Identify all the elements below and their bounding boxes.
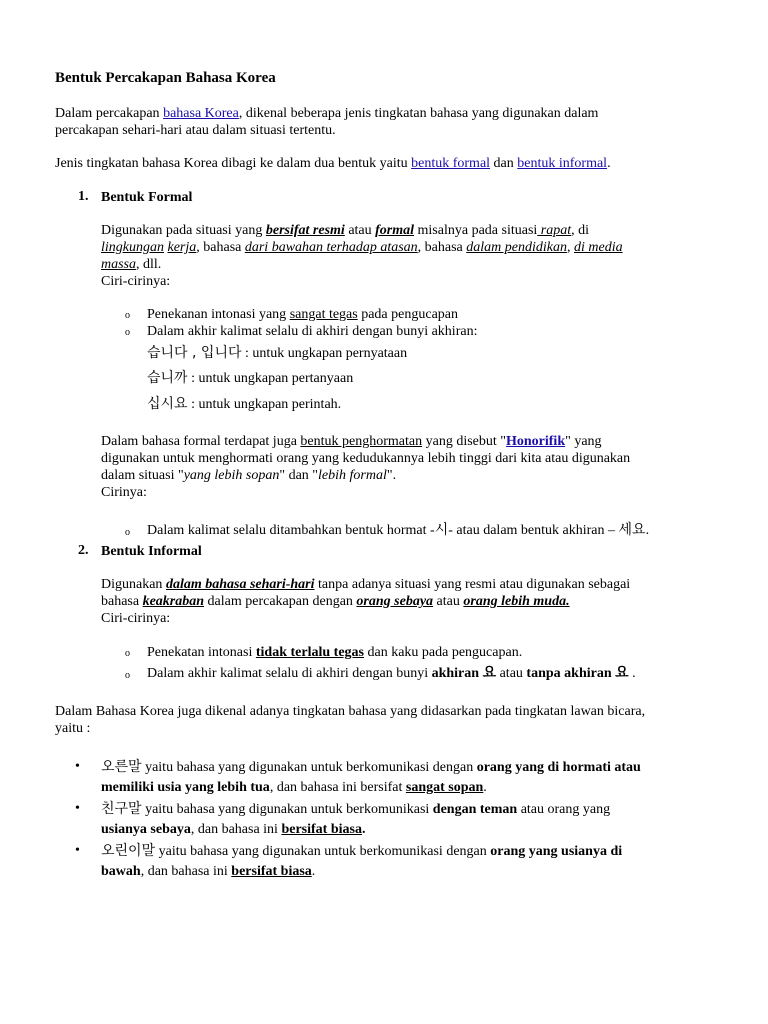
- text: atau: [433, 594, 464, 609]
- korean-text: 요: [482, 665, 497, 681]
- formal-line-3: [101, 256, 161, 273]
- text: Penekatan intonasi: [147, 645, 256, 660]
- emphasis: dalam pendidikan: [466, 240, 567, 255]
- emphasis: massa: [101, 257, 137, 272]
- emphasis: orang lebih muda.: [463, 594, 570, 609]
- korean-text: 세요: [618, 522, 646, 538]
- bullet-dot: •: [75, 801, 80, 816]
- circle-bullet: o: [125, 310, 130, 321]
- korean-text: 습니다 , 입니다: [147, 345, 242, 361]
- intro-line-2: percakapan sehari-hari atau dalam situasi tertentu.: [55, 123, 336, 138]
- text: : untuk ungkapan perintah.: [187, 397, 342, 412]
- text: atau orang yang: [517, 802, 611, 817]
- informal-item-2: [147, 665, 636, 682]
- emphasis: rapat: [537, 223, 572, 238]
- emphasis: sangat sopan: [405, 780, 484, 795]
- honorific-item: [147, 522, 649, 539]
- text: yaitu bahasa yang digunakan untuk berkomunikasi dengan: [141, 760, 477, 775]
- text: : untuk ungkapan pernyataan: [241, 346, 408, 361]
- emphasis: lingkungan: [101, 240, 164, 255]
- intro-line-1: [55, 105, 598, 122]
- link-bentuk-informal[interactable]: bentuk informal: [517, 156, 608, 171]
- formal-item-1: [147, 306, 458, 323]
- emphasis: tidak terlalu tegas: [255, 645, 364, 660]
- ending-interrogative: [147, 370, 353, 387]
- bullet-3-line-2: [101, 863, 315, 880]
- bullet-1-line-2: [101, 779, 487, 796]
- informal-line-2: [101, 593, 570, 610]
- emphasis: bersifat biasa: [281, 822, 362, 837]
- text: .: [645, 523, 650, 538]
- intro-text: Jenis tingkatan bahasa Korea dibagi ke dalam dua bentuk yaitu: [55, 156, 412, 171]
- text: Dalam bahasa formal terdapat juga: [101, 434, 301, 449]
- text: : untuk ungkapan pertanyaan: [187, 371, 354, 386]
- formal-line-1: [101, 222, 589, 239]
- text: .: [483, 780, 487, 795]
- text: Dalam kalimat selalu ditambahkan bentuk hormat -: [147, 523, 435, 538]
- text: ,: [566, 240, 574, 255]
- intro-line-3: [55, 155, 611, 172]
- emphasis: akhiran: [431, 666, 483, 681]
- bullet-dot: •: [75, 759, 80, 774]
- korean-text: 십시요: [147, 396, 188, 412]
- text: dalam situasi ": [101, 468, 184, 483]
- text: Dalam akhir kalimat selalu di akhiri dengan bunyi: [147, 666, 432, 681]
- korean-text: 습니까: [147, 370, 188, 386]
- bullet-dot: •: [75, 843, 80, 858]
- informal-line-1: [101, 576, 630, 593]
- korean-text: 오린이말: [101, 843, 156, 859]
- text: , dan bahasa ini bersifat: [269, 780, 406, 795]
- text: atau: [496, 666, 527, 681]
- intro-text: dan: [490, 156, 518, 171]
- emphasis: yang lebih sopan: [183, 468, 280, 483]
- text: pada pengucapan: [357, 307, 459, 322]
- text: , dan bahasa ini: [190, 822, 282, 837]
- emphasis: orang yang usianya di: [490, 844, 623, 859]
- text: , dan bahasa ini: [140, 864, 232, 879]
- section-number: 1.: [78, 189, 89, 204]
- text: Penekanan intonasi yang: [147, 307, 290, 322]
- circle-bullet: o: [125, 527, 130, 538]
- informal-ciri-label: Ciri-cirinya:: [101, 611, 171, 626]
- emphasis: bersifat resmi: [265, 223, 345, 238]
- emphasis: dengan teman: [432, 802, 518, 817]
- emphasis: dalam bahasa sehari-hari: [165, 577, 315, 592]
- text: .: [628, 666, 636, 681]
- ending-declarative: [147, 345, 407, 362]
- emphasis: bersifat biasa: [231, 864, 312, 879]
- text: , dll.: [136, 257, 162, 272]
- text: bahasa: [101, 594, 143, 609]
- emphasis: bawah: [101, 864, 141, 879]
- text: , di: [571, 223, 590, 238]
- link-honorifik[interactable]: Honorifik: [505, 434, 566, 449]
- text: tanpa adanya situasi yang resmi atau digunakan sebagai: [314, 577, 631, 592]
- link-bentuk-formal[interactable]: bentuk formal: [411, 156, 491, 171]
- emphasis: keakraban: [142, 594, 205, 609]
- section-number: 2.: [78, 543, 89, 558]
- bullet-1-line-1: [101, 759, 641, 776]
- text: ".: [386, 468, 397, 483]
- section-heading-informal: Bentuk Informal: [101, 544, 202, 559]
- page-title: Bentuk Percakapan Bahasa Korea: [55, 70, 276, 86]
- text: Digunakan pada situasi yang: [101, 223, 266, 238]
- text: " dan ": [279, 468, 319, 483]
- emphasis: kerja: [167, 240, 197, 255]
- lawan-line-1: Dalam Bahasa Korea juga dikenal adanya tingkatan bahasa yang didasarkan pada tingkatan lawan bicara,: [55, 704, 646, 719]
- text: dalam percakapan dengan: [204, 594, 357, 609]
- text: - atau dalam bentuk akhiran –: [448, 523, 619, 538]
- text: .: [361, 822, 366, 837]
- text: misalnya pada situasi: [414, 223, 538, 238]
- intro-text: .: [607, 156, 611, 171]
- korean-text: 요: [615, 665, 629, 681]
- circle-bullet: o: [125, 327, 130, 338]
- honorific-line-3: [101, 467, 396, 484]
- text: Digunakan: [101, 577, 166, 592]
- emphasis: memiliki usia yang lebih tua: [101, 780, 270, 795]
- emphasis: di media: [573, 240, 623, 255]
- emphasis: bentuk penghormatan: [300, 434, 423, 449]
- cirinya-label: Cirinya:: [101, 485, 147, 500]
- emphasis: orang yang di hormati atau: [476, 760, 641, 775]
- section-heading-formal: Bentuk Formal: [101, 190, 193, 205]
- emphasis: dari bawahan terhadap atasan: [244, 240, 418, 255]
- formal-item-2: Dalam akhir kalimat selalu di akhiri dengan bunyi akhiran:: [147, 324, 478, 339]
- intro-text: Dalam percakapan: [55, 106, 164, 121]
- text: dan kaku pada pengucapan.: [363, 645, 523, 660]
- emphasis: usianya sebaya: [101, 822, 191, 837]
- text: .: [311, 864, 316, 879]
- text: atau: [344, 223, 376, 238]
- korean-text: 시: [434, 522, 449, 538]
- informal-item-1: [147, 644, 522, 661]
- text: yaitu bahasa yang digunakan untuk berkomunikasi: [141, 802, 433, 817]
- honorific-line-2: digunakan untuk menghormati orang yang kedudukannya lebih tinggi dari kita atau digunakan: [101, 451, 631, 466]
- bullet-2-line-1: [101, 801, 610, 818]
- bullet-3-line-1: [101, 843, 622, 860]
- emphasis: tanpa akhiran: [526, 666, 616, 681]
- text: , bahasa: [196, 240, 245, 255]
- circle-bullet: o: [125, 648, 130, 659]
- formal-line-2: [101, 239, 623, 256]
- korean-text: 오른말: [101, 759, 142, 775]
- circle-bullet: o: [125, 670, 130, 681]
- korean-text: 친구말: [101, 801, 142, 817]
- text: " yang: [565, 434, 602, 449]
- lawan-line-2: yaitu :: [55, 721, 91, 736]
- bullet-2-line-2: [101, 821, 365, 838]
- honorific-line-1: [101, 433, 602, 450]
- emphasis: formal: [375, 223, 415, 238]
- link-bahasa-korea[interactable]: bahasa Korea: [163, 106, 239, 121]
- emphasis: lebih formal: [318, 468, 387, 483]
- ending-imperative: [147, 396, 341, 413]
- text: , bahasa: [417, 240, 467, 255]
- text: yang disebut ": [422, 434, 506, 449]
- emphasis: orang sebaya: [356, 594, 434, 609]
- emphasis: sangat tegas: [289, 307, 358, 322]
- text: yaitu bahasa yang digunakan untuk berkomunikasi dengan: [155, 844, 491, 859]
- intro-text: , dikenal beberapa jenis tingkatan bahasa yang digunakan dalam: [238, 106, 599, 121]
- formal-ciri-label: Ciri-cirinya:: [101, 274, 171, 289]
